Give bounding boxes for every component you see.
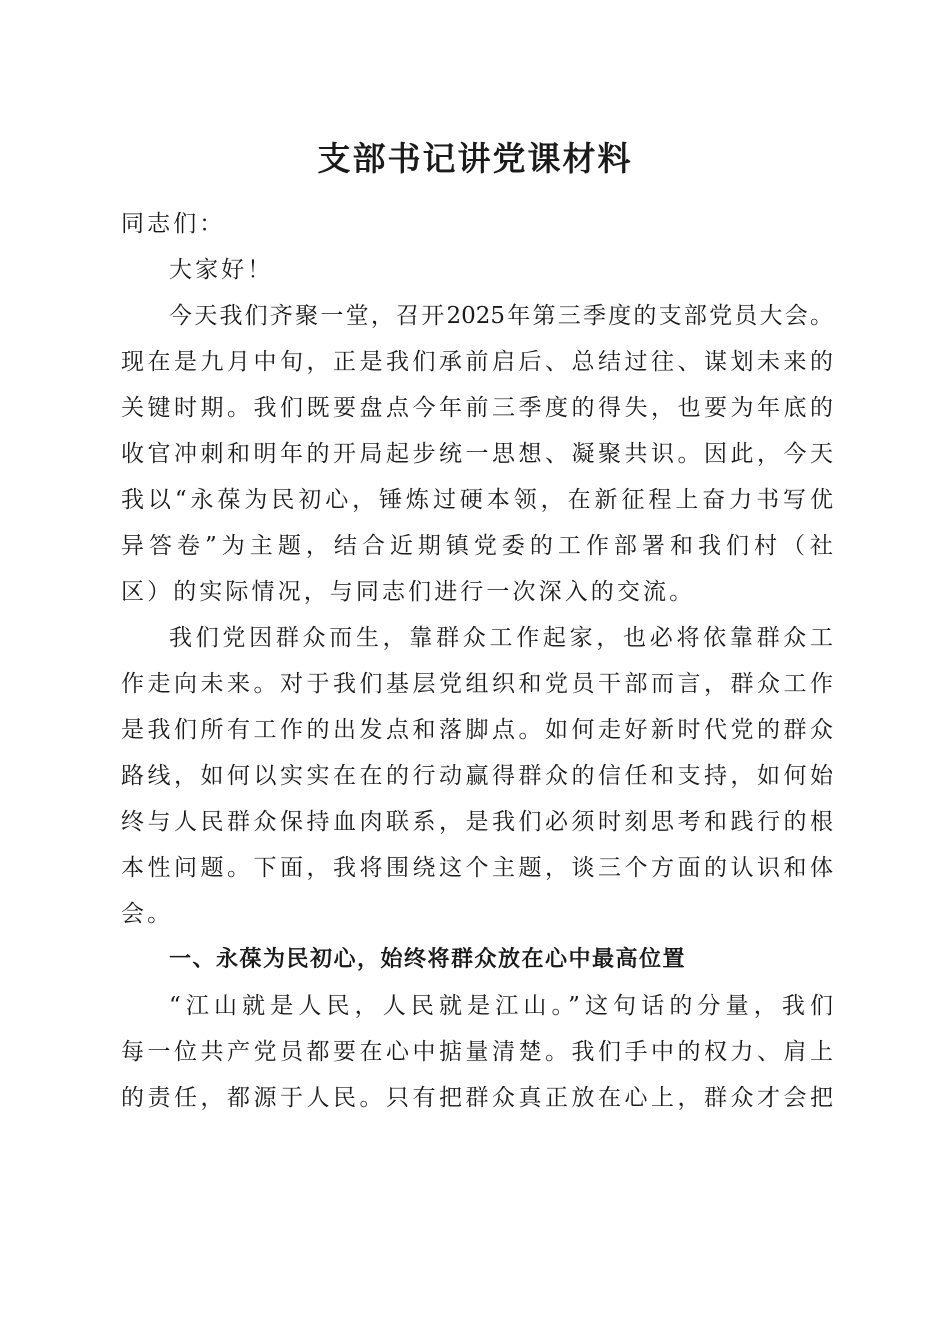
paragraph-2-line: 终与人民群众保持血肉联系，是我们必须时刻思考和践行的根	[121, 809, 833, 835]
paragraph-1-line: 现在是九月中旬，正是我们承前启后、总结过往、谋划未来的	[121, 349, 833, 375]
paragraph-1-line: 今天我们齐聚一堂，召开2025年第三季度的支部党员大会。	[169, 303, 833, 329]
paragraph-1-line: 异答卷”为主题，结合近期镇党委的工作部署和我们村（社	[121, 533, 833, 559]
paragraph-2-line: 作走向未来。对于我们基层党组织和党员干部而言，群众工作	[121, 671, 833, 697]
paragraph-1-line: 收官冲刺和明年的开局起步统一思想、凝聚共识。因此，今天	[121, 441, 833, 467]
paragraph-3-line: “江山就是人民，人民就是江山。”这句话的分量，我们	[169, 993, 833, 1019]
section-heading: 一、永葆为民初心，始终将群众放在心中最高位置	[169, 947, 687, 972]
document-body	[121, 201, 833, 1121]
paragraph-2-line: 我们党因群众而生，靠群众工作起家，也必将依靠群众工	[169, 625, 833, 651]
paragraph-2-line: 路线，如何以实实在在的行动赢得群众的信任和支持，如何始	[121, 763, 833, 789]
paragraph-1-line: 我以“永葆为民初心，锤炼过硬本领，在新征程上奋力书写优	[121, 487, 833, 513]
document-title: 支部书记讲党课材料	[317, 139, 633, 178]
paragraph-3-line: 的责任，都源于人民。只有把群众真正放在心上，群众才会把	[121, 1085, 833, 1111]
paragraph-2-line: 是我们所有工作的出发点和落脚点。如何走好新时代党的群众	[121, 717, 833, 743]
paragraph-1-line: 关键时期。我们既要盘点今年前三季度的得失，也要为年底的	[121, 395, 833, 421]
salutation-line: 同志们：	[121, 211, 226, 237]
paragraph-2-line: 本性问题。下面，我将围绕这个主题，谈三个方面的认识和体	[121, 855, 833, 881]
paragraph-3-line: 每一位共产党员都要在心中掂量清楚。我们手中的权力、肩上	[121, 1039, 833, 1065]
greeting-line: 大家好！	[169, 257, 274, 283]
paragraph-2-line: 会。	[121, 901, 174, 927]
paragraph-1-line: 区）的实际情况，与同志们进行一次深入的交流。	[121, 579, 696, 605]
